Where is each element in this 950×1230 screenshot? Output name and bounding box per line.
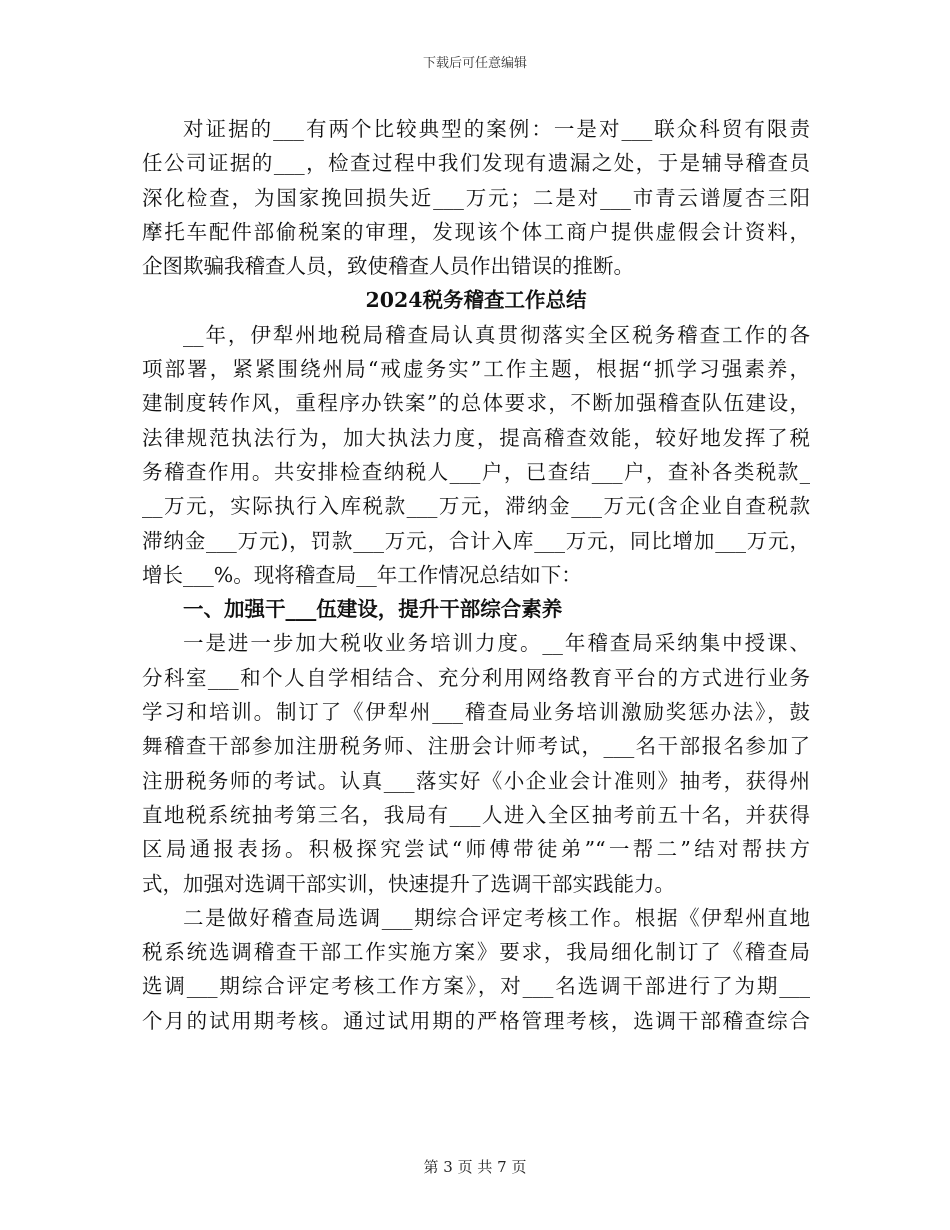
para3-line: 注册税务师的考试。认真___落实好《小企业会计准则》抽考，获得州 — [142, 768, 810, 793]
para3-line: 式，加强对选调干部实训，快速提升了选调干部实践能力。 — [142, 871, 675, 896]
para1-line: 企图欺骗我稽查人员，致使稽查人员作出错误的推断。 — [142, 254, 634, 279]
para4-line: 二是做好稽查局选调___期综合评定考核工作。根据《伊犁州直地 — [183, 905, 810, 930]
para4-line: 个月的试用期考核。通过试用期的严格管理考核，选调干部稽查综合 — [142, 1008, 810, 1033]
para4-line: 选调___期综合评定考核工作方案》，对___名选调干部进行了为期___ — [142, 974, 810, 999]
para1-line: 摩托车配件部偷税案的审理，发现该个体工商户提供虚假会计资料， — [142, 219, 810, 244]
para1-line: 对证据的___有两个比较典型的案例：一是对___联众科贸有限责 — [183, 117, 810, 141]
para2-line: 务稽查作用。共安排检查纳税人___户，已查结___户，查补各类税款_ — [142, 459, 810, 484]
para4-line: 税系统选调稽查干部工作实施方案》要求，我局细化制订了《稽查局 — [142, 940, 810, 965]
para3-line: 直地税系统抽考第三名，我局有___人进入全区抽考前五十名，并获得 — [142, 802, 810, 827]
para3-line: 学习和培训。制订了《伊犁州___稽查局业务培训激励奖惩办法》，鼓 — [142, 700, 810, 725]
para3-line: 舞稽查干部参加注册税务师、注册会计师考试，___名干部报名参加了 — [142, 734, 810, 759]
para1-line: 任公司证据的___，检查过程中我们发现有遗漏之处，于是辅导稽查员 — [142, 151, 810, 176]
para1-line: 深化检查，为国家挽回损失近___万元；二是对___市青云谱厦杏三阳 — [142, 185, 810, 210]
para3-line: 一是进一步加大税收业务培训力度。__年稽查局采纳集中授课、 — [183, 631, 810, 656]
page-footer: 第 3 页 共 7 页 — [423, 1158, 527, 1176]
document-body — [142, 112, 810, 1038]
para2-line: 滞纳金___万元)，罚款___万元，合计入库___万元，同比增加___万元， — [142, 528, 810, 553]
para3-line: 分科室___和个人自学相结合、充分利用网络教育平台的方式进行业务 — [142, 665, 810, 690]
para2-line: __万元，实际执行入库税款___万元，滞纳金___万元(含企业自查税款 — [142, 494, 810, 519]
para2-line: 法律规范执法行为，加大执法力度，提高稽查效能，较好地发挥了税 — [142, 425, 810, 450]
para2-line: 增长___%。现将稽查局__年工作情况总结如下： — [142, 562, 582, 587]
section-heading: 一、加强干___伍建设，提升干部综合素养 — [183, 597, 563, 622]
para2-line: __年，伊犁州地税局稽查局认真贯彻落实全区税务稽查工作的各 — [183, 322, 810, 347]
page-header: 下载后可任意编辑 — [422, 56, 527, 71]
document-title: 2024税务稽查工作总结 — [365, 288, 587, 313]
para3-line: 区局通报表扬。积极探究尝试“师傅带徒弟”“一帮二”结对帮扶方 — [142, 837, 810, 862]
para2-line: 建制度转作风，重程序办铁案”的总体要求，不断加强稽查队伍建设， — [142, 391, 810, 416]
para2-line: 项部署，紧紧围绕州局“戒虚务实”工作主题，根据“抓学习强素养， — [142, 357, 810, 382]
